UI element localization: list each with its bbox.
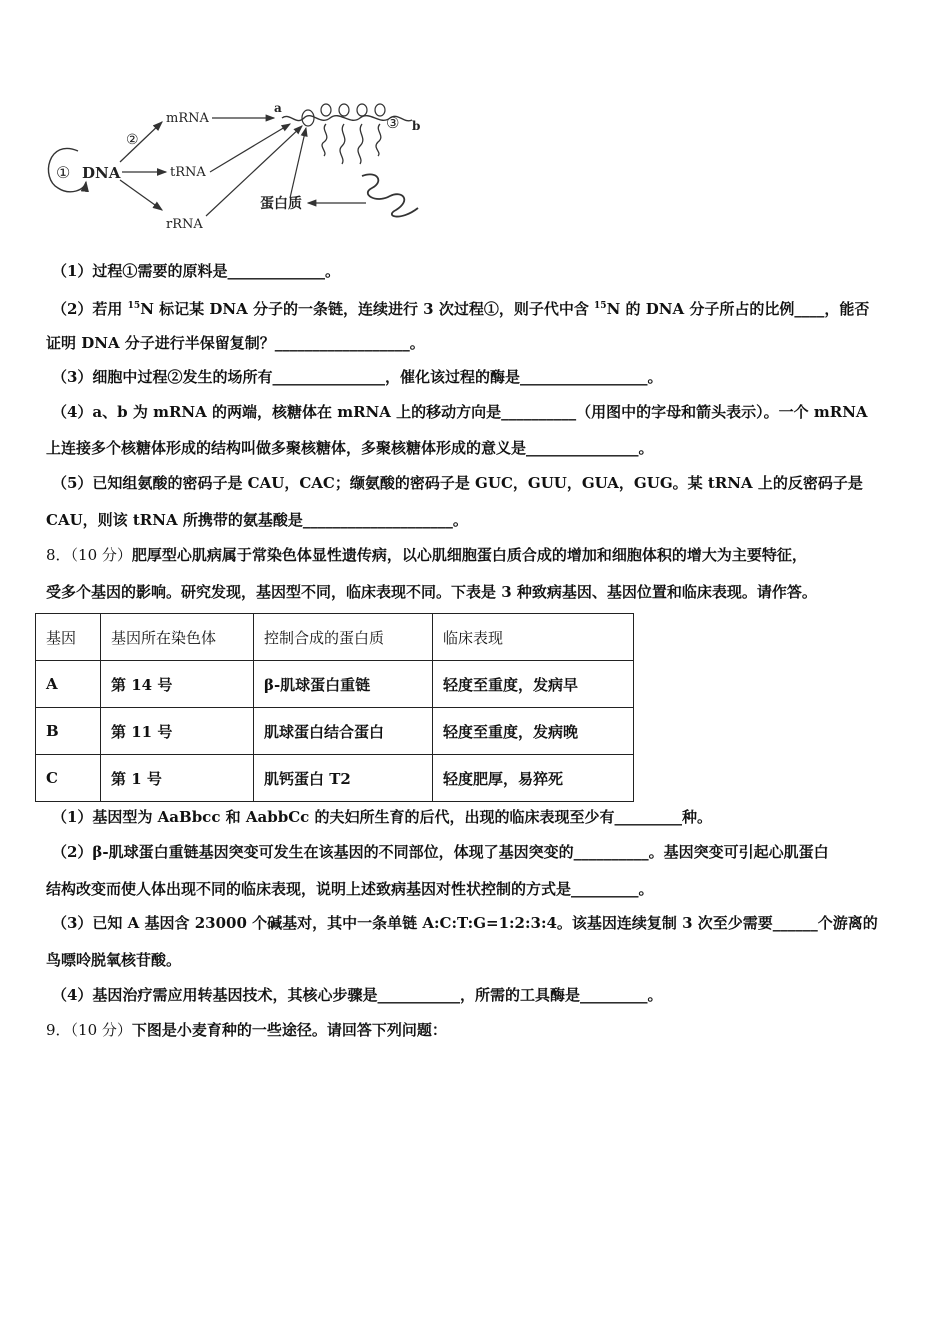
q8-intro-line2: 受多个基因的影响。研究发现，基因型不同，临床表现不同。下表是 3 种致病基因、基因位置和临床表现。请作答。 (46, 583, 817, 601)
protein-chain (362, 174, 418, 216)
q7-p2-sup1: 15 (127, 301, 141, 311)
table-header-row (36, 614, 634, 661)
q7-part4-line1: （4）a、b 为 mRNA 的两端，核糖体在 mRNA 上的移动方向是__________（用图中的字母和箭头表示）。一个 mRNA (52, 403, 868, 421)
q9-text: 下图是小麦育种的一些途径。请回答下列问题： (131, 1021, 447, 1039)
table-cell: A (36, 661, 101, 708)
q7-part3: （3）细胞中过程②发生的场所有_______________，催化该过程的酶是_________________。 (52, 368, 663, 386)
gene-expression-diagram (40, 98, 430, 238)
table-row (36, 755, 634, 802)
table-header-cell: 控制合成的蛋白质 (254, 614, 433, 661)
mrna-label: mRNA (166, 111, 209, 126)
protein-to-ribosome-arrow (290, 128, 306, 198)
q7-p2-post: N 的 DNA 分子所占的比例____，能否 (606, 300, 870, 318)
q8-part2-line1: （2）β-肌球蛋白重链基因突变可发生在该基因的不同部位，体现了基因突变的__________。基因突变可引起心肌蛋白 (52, 843, 829, 861)
table-header-cell: 临床表现 (433, 614, 634, 661)
q7-p2-pre: （2）若用 (52, 300, 128, 318)
q7-part4-line2: 上连接多个核糖体形成的结构叫做多聚核糖体，多聚核糖体形成的意义是_______________。 (46, 439, 654, 457)
ribosomes (302, 104, 385, 126)
table-header-cell: 基因所在染色体 (101, 614, 254, 661)
q7-part5-line1: （5）已知组氨酸的密码子是 CAU，CAC；缬氨酸的密码子是 GUC，GUU，GUA，GUG。某 tRNA 上的反密码子是 (52, 474, 863, 492)
circle-three-label: ③ (386, 114, 400, 132)
table-cell: 第 14 号 (101, 661, 254, 708)
q7-part5-line2: CAU，则该 tRNA 所携带的氨基酸是____________________。 (46, 511, 468, 529)
q7-part1: （1）过程①需要的原料是_____________。 (52, 262, 340, 280)
mrna-end-b-label: b (412, 119, 421, 133)
q7-p2-sup2: 15 (594, 301, 607, 311)
q8-intro-text: 肥厚型心肌病属于常染色体显性遗传病，以心肌细胞蛋白质合成的增加和细胞体积的增大为主要特征， (131, 546, 807, 564)
circle-two-label: ② (126, 132, 139, 148)
q9-number: 9．（10 分） (46, 1021, 132, 1039)
table-cell: C (36, 755, 101, 802)
q8-intro-line1 (46, 545, 910, 565)
table-cell: 轻度至重度，发病晚 (433, 708, 634, 755)
gene-table (35, 613, 634, 802)
table-header-cell: 基因 (36, 614, 101, 661)
polypeptide-chains (322, 124, 381, 164)
protein-label: 蛋白质 (260, 196, 302, 212)
dna-label: DNA (82, 164, 121, 182)
table-cell: 肌球蛋白结合蛋白 (254, 708, 433, 755)
table-cell: 轻度至重度，发病早 (433, 661, 634, 708)
rrna-label: rRNA (166, 217, 203, 232)
q8-part4: （4）基因治疗需应用转基因技术，其核心步骤是___________，所需的工具酶是_________。 (52, 986, 663, 1004)
q8-number: 8．（10 分） (46, 546, 132, 564)
q8-part1: （1）基因型为 AaBbcc 和 AabbCc 的夫妇所生育的后代，出现的临床表现至少有_________种。 (52, 808, 713, 826)
table-cell: 第 11 号 (101, 708, 254, 755)
mrna-end-a-label: a (274, 101, 282, 115)
q8-part3-line1: （3）已知 A 基因含 23000 个碱基对，其中一条单链 A:C:T:G=1:2:3:4。该基因连续复制 3 次至少需要______个游离的 (52, 914, 878, 932)
table-cell: 肌钙蛋白 T2 (254, 755, 433, 802)
q7-part2-line1 (52, 296, 910, 319)
table-cell: 轻度肥厚，易猝死 (433, 755, 634, 802)
table-row (36, 708, 634, 755)
table-cell: B (36, 708, 101, 755)
table-cell: 第 1 号 (101, 755, 254, 802)
trna-label: tRNA (170, 165, 206, 180)
q7-p2-mid: N 标记某 DNA 分子的一条链，连续进行 3 次过程①，则子代中含 (140, 300, 595, 318)
table-cell: β-肌球蛋白重链 (254, 661, 433, 708)
circle-one-label: ① (56, 163, 71, 182)
q7-part2-line2: 证明 DNA 分子进行半保留复制？__________________。 (46, 334, 425, 352)
arrow-to-rrna (120, 180, 162, 210)
q9-heading (46, 1020, 910, 1040)
q8-part2-line2: 结构改变而使人体出现不同的临床表现，说明上述致病基因对性状控制的方式是_________。 (46, 880, 654, 898)
table-row (36, 661, 634, 708)
q8-part3-line2: 鸟嘌呤脱氧核苷酸。 (46, 951, 182, 969)
